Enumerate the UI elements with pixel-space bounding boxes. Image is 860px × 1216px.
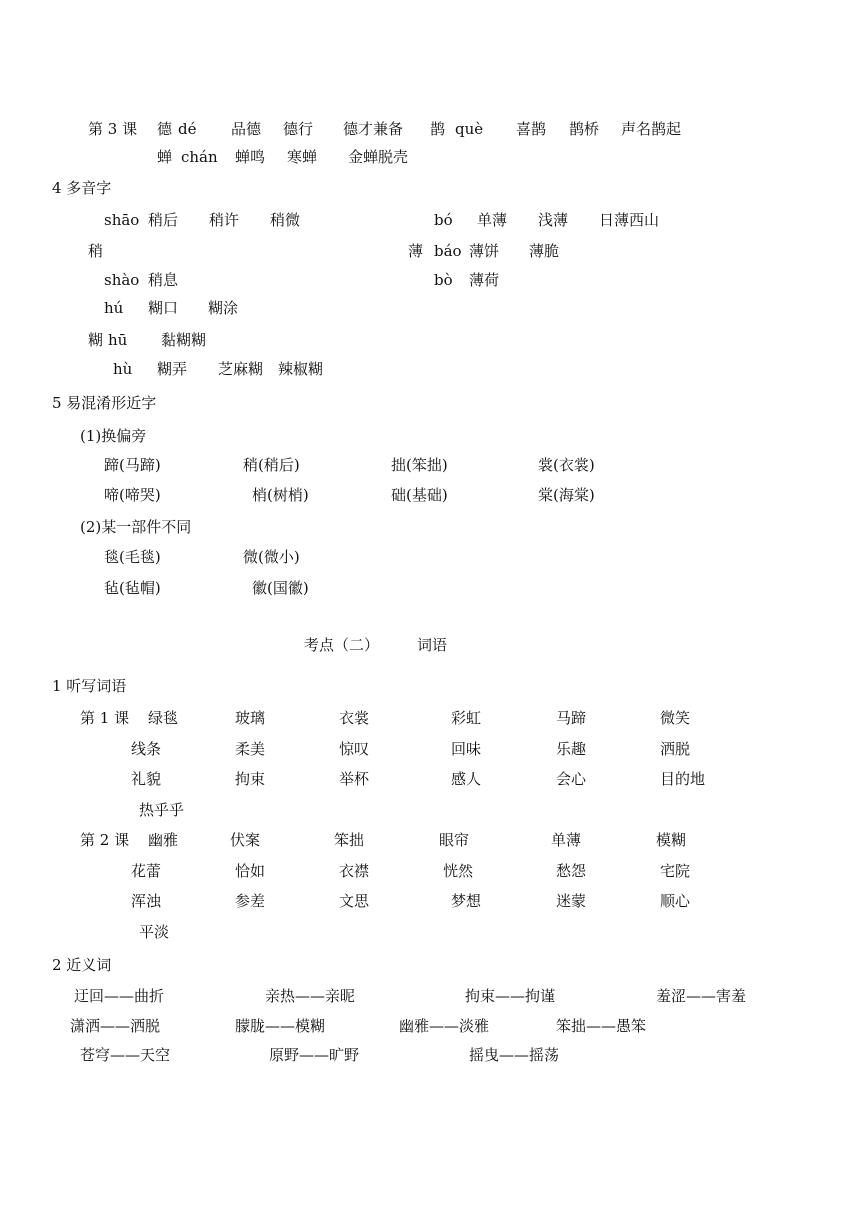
synonym-pair: 幽雅——淡雅 [399, 1017, 490, 1035]
pair-item: 徽(国徽) [252, 579, 309, 597]
char-shao: 稍 [88, 242, 104, 260]
vocab-word: 恰如 [235, 862, 266, 880]
section-heading: 2 近义词 [52, 956, 112, 974]
pair-item: 础(基础) [391, 486, 448, 504]
vocab-word: 模糊 [656, 831, 687, 849]
pinyin-hu4: hù [113, 360, 133, 378]
char-de: 德 [157, 120, 173, 138]
synonym-pair: 朦胧——模糊 [235, 1017, 326, 1035]
vocab-word: 梦想 [451, 892, 482, 910]
word: 寒蝉 [287, 148, 318, 166]
kaodian-subtitle: 词语 [417, 636, 448, 654]
pair-item: 蹄(马蹄) [104, 456, 161, 474]
synonym-pair: 苍穹——天空 [80, 1046, 171, 1064]
section-heading: 5 易混淆形近字 [52, 394, 157, 412]
word: 糊口 [148, 299, 179, 317]
word: 品德 [231, 120, 262, 138]
word: 稍后 [148, 211, 179, 229]
vocab-word: 浑浊 [131, 892, 162, 910]
synonym-pair: 原野——旷野 [269, 1046, 360, 1064]
pinyin-shao1: shāo [104, 211, 140, 229]
vocab-word: 线条 [131, 740, 162, 758]
pinyin-de: dé [178, 120, 197, 138]
char-bao: 薄 [408, 242, 424, 260]
word: 薄荷 [469, 271, 500, 289]
pair-item: 裳(衣裳) [538, 456, 595, 474]
pinyin-hu2: hú [104, 299, 124, 317]
lesson3-label: 第 3 课 [88, 120, 138, 138]
vocab-word: 彩虹 [451, 709, 482, 727]
word: 德行 [283, 120, 314, 138]
word: 糊弄 [157, 360, 188, 378]
vocab-word: 回味 [451, 740, 482, 758]
word: 薄脆 [529, 242, 560, 260]
pinyin-bao2: báo [434, 242, 462, 260]
vocab-word: 绿毯 [148, 709, 179, 727]
synonym-pair: 潇洒——洒脱 [70, 1017, 161, 1035]
word: 德才兼备 [343, 120, 404, 138]
word: 金蝉脱壳 [348, 148, 409, 166]
char-que: 鹊 [430, 120, 446, 138]
vocab-word: 乐趣 [556, 740, 587, 758]
vocab-word: 举杯 [339, 770, 370, 788]
vocab-word: 花蕾 [131, 862, 162, 880]
vocab-word: 感人 [451, 770, 482, 788]
vocab-word: 洒脱 [660, 740, 691, 758]
word: 蝉鸣 [235, 148, 266, 166]
vocab-word: 宅院 [660, 862, 691, 880]
pair-item: 啼(啼哭) [104, 486, 161, 504]
word: 薄饼 [469, 242, 500, 260]
pair-item: 拙(笨拙) [391, 456, 448, 474]
vocab-word: 参差 [235, 892, 266, 910]
vocab-word: 柔美 [235, 740, 266, 758]
pair-item: 微(微小) [243, 548, 300, 566]
pair-item: 毯(毛毯) [104, 548, 161, 566]
pinyin-shao4: shào [104, 271, 140, 289]
vocab-word: 文思 [339, 892, 370, 910]
word: 日薄西山 [599, 211, 660, 229]
word: 芝麻糊 [218, 360, 264, 378]
synonym-pair: 拘束——拘谨 [465, 987, 556, 1005]
vocab-word: 平淡 [139, 923, 170, 941]
pair-item: 稍(稍后) [243, 456, 300, 474]
word: 稍许 [209, 211, 240, 229]
lesson2-label: 第 2 课 [80, 831, 130, 849]
vocab-word: 玻璃 [235, 709, 266, 727]
word: 喜鹊 [516, 120, 547, 138]
synonym-pair: 摇曳——摇荡 [469, 1046, 560, 1064]
pair-item: 毡(毡帽) [104, 579, 161, 597]
pinyin-que: què [455, 120, 484, 138]
pinyin-chan: chán [181, 148, 218, 166]
word: 声名鹊起 [621, 120, 682, 138]
vocab-word: 拘束 [235, 770, 266, 788]
pinyin-bo4: bò [434, 271, 453, 289]
vocab-word: 顺心 [660, 892, 691, 910]
synonym-pair: 笨拙——愚笨 [556, 1017, 647, 1035]
word: 单薄 [477, 211, 508, 229]
vocab-word: 眼帘 [439, 831, 470, 849]
pinyin-hu1: hū [108, 331, 128, 349]
word: 稍微 [270, 211, 301, 229]
vocab-word: 马蹄 [556, 709, 587, 727]
word: 浅薄 [538, 211, 569, 229]
vocab-word: 衣裳 [339, 709, 370, 727]
synonym-pair: 羞涩——害羞 [656, 987, 747, 1005]
pinyin-bo2: bó [434, 211, 453, 229]
word: 糊涂 [208, 299, 239, 317]
vocab-word: 目的地 [660, 770, 706, 788]
word: 黏糊糊 [161, 331, 207, 349]
vocab-word: 衣襟 [339, 862, 370, 880]
word: 鹊桥 [569, 120, 600, 138]
vocab-word: 会心 [556, 770, 587, 788]
vocab-word: 礼貌 [131, 770, 162, 788]
subheading: (2)某一部件不同 [80, 518, 192, 536]
vocab-word: 惊叹 [339, 740, 370, 758]
vocab-word: 恍然 [443, 862, 474, 880]
vocab-word: 笨拙 [334, 831, 365, 849]
vocab-word: 幽雅 [148, 831, 179, 849]
synonym-pair: 亲热——亲昵 [265, 987, 356, 1005]
pair-item: 梢(树梢) [252, 486, 309, 504]
vocab-word: 热乎乎 [139, 801, 185, 819]
char-chan: 蝉 [157, 148, 173, 166]
vocab-word: 愁怨 [556, 862, 587, 880]
section-heading: 1 听写词语 [52, 677, 127, 695]
kaodian-title: 考点（二） [304, 636, 380, 654]
vocab-word: 微笑 [660, 709, 691, 727]
vocab-word: 单薄 [551, 831, 582, 849]
word: 稍息 [148, 271, 179, 289]
synonym-pair: 迂回——曲折 [74, 987, 165, 1005]
word: 辣椒糊 [278, 360, 324, 378]
vocab-word: 伏案 [230, 831, 261, 849]
vocab-word: 迷蒙 [556, 892, 587, 910]
lesson1-label: 第 1 课 [80, 709, 130, 727]
section-heading: 4 多音字 [52, 179, 112, 197]
pair-item: 棠(海棠) [538, 486, 595, 504]
subheading: (1)换偏旁 [80, 427, 147, 445]
char-hu: 糊 [88, 331, 104, 349]
